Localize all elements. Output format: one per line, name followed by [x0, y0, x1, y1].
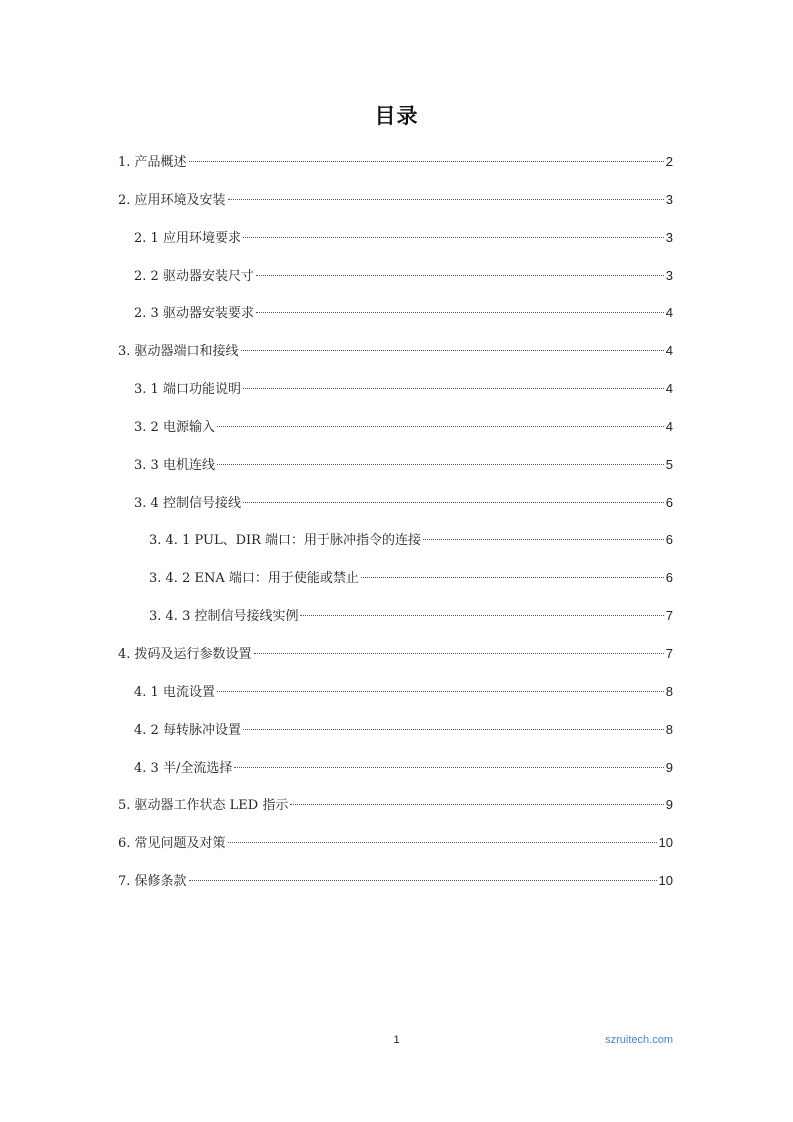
- toc-entry-label: 3. 2 电源输入: [134, 419, 215, 435]
- toc-entry[interactable]: [118, 597, 673, 635]
- toc-leader-dots: [290, 804, 663, 805]
- toc-entry-label: 4. 1 电流设置: [134, 684, 215, 700]
- toc-entry[interactable]: [118, 711, 673, 749]
- toc-entry-page: 4: [665, 305, 673, 321]
- toc-entry-label: 2. 1 应用环境要求: [134, 230, 241, 246]
- toc-leader-dots: [228, 842, 657, 843]
- toc-entry-page: 6: [665, 494, 673, 510]
- toc-entry-label: 6. 常见问题及对策: [118, 836, 226, 852]
- toc-entry[interactable]: [118, 862, 673, 900]
- toc-entry-page: 5: [665, 456, 673, 472]
- footer-website-link[interactable]: szruitech.com: [605, 1034, 673, 1046]
- toc-entry-page: 7: [665, 608, 673, 624]
- toc-entry-label: 2. 应用环境及安装: [118, 192, 226, 208]
- toc-leader-dots: [217, 691, 664, 692]
- toc-entry-label: 2. 3 驱动器安装要求: [134, 306, 254, 322]
- toc-leader-dots: [241, 350, 664, 351]
- toc-entry[interactable]: [118, 559, 673, 597]
- toc-entry-page: 6: [665, 570, 673, 586]
- toc-leader-dots: [228, 199, 664, 200]
- toc-entry-label: 5. 驱动器工作状态 LED 指示: [118, 798, 289, 814]
- toc-entry[interactable]: [118, 749, 673, 787]
- toc-entry-page: 9: [665, 759, 673, 775]
- toc-entry[interactable]: [118, 673, 673, 711]
- toc-leader-dots: [243, 729, 664, 730]
- toc-entry-label: 3. 4 控制信号接线: [134, 495, 241, 511]
- toc-entry-label: 3. 4. 3 控制信号接线实例: [149, 609, 299, 625]
- toc-entry[interactable]: [118, 635, 673, 673]
- toc-entry[interactable]: [118, 294, 673, 332]
- toc-entry-page: 4: [665, 418, 673, 434]
- toc-entry[interactable]: [118, 181, 673, 219]
- toc-entry-page: 7: [665, 645, 673, 661]
- toc-leader-dots: [256, 275, 664, 276]
- toc-entry-label: 3. 4. 2 ENA 端口：用于使能或禁止: [149, 571, 359, 587]
- toc-entry-label: 3. 1 端口功能说明: [134, 382, 241, 398]
- toc-leader-dots: [243, 237, 664, 238]
- toc-entry[interactable]: [118, 219, 673, 257]
- toc-entry-label: 1. 产品概述: [118, 155, 187, 170]
- toc-entry-page: 9: [665, 797, 673, 813]
- toc-entry-label: 4. 拨码及运行参数设置: [118, 646, 252, 662]
- toc-entry-page: 4: [665, 381, 673, 397]
- toc-entry-label: 4. 2 每转脉冲设置: [134, 722, 241, 738]
- toc-entry[interactable]: [118, 143, 673, 181]
- toc-entry-label: 3. 4. 1 PUL、DIR 端口：用于脉冲指令的连接: [149, 533, 422, 549]
- toc-entry-page: 3: [665, 229, 673, 245]
- toc-leader-dots: [243, 502, 664, 503]
- toc-leader-dots: [217, 464, 664, 465]
- toc-entry-page: 8: [665, 683, 673, 699]
- toc-leader-dots: [243, 388, 664, 389]
- toc-entry-page: 8: [665, 721, 673, 737]
- toc-leader-dots: [361, 577, 664, 578]
- toc-entry-page: 10: [658, 835, 673, 851]
- toc-entry[interactable]: [118, 257, 673, 295]
- toc-entry-page: 3: [665, 191, 673, 207]
- toc-entry-page: 2: [665, 154, 673, 169]
- toc-leader-dots: [189, 880, 657, 881]
- toc-entry-page: 6: [665, 532, 673, 548]
- toc-leader-dots: [234, 767, 663, 768]
- toc-entry-label: 4. 3 半/全流选择: [134, 760, 233, 776]
- toc-entry[interactable]: [118, 521, 673, 559]
- toc-entry[interactable]: [118, 484, 673, 522]
- page-title: 目录: [374, 104, 419, 128]
- toc-entry-page: 10: [658, 873, 673, 889]
- toc-entry-label: 3. 3 电机连线: [134, 457, 215, 473]
- toc-leader-dots: [300, 615, 663, 616]
- toc-entry[interactable]: [118, 370, 673, 408]
- toc-entry-label: 7. 保修条款: [118, 874, 187, 890]
- toc-entry[interactable]: [118, 824, 673, 862]
- toc-entry-page: 3: [665, 267, 673, 283]
- toc-leader-dots: [189, 161, 664, 162]
- toc-entry[interactable]: [118, 446, 673, 484]
- footer-page-number: 1: [393, 1034, 400, 1046]
- toc-entry-label: 3. 驱动器端口和接线: [118, 344, 239, 360]
- toc-leader-dots: [254, 653, 664, 654]
- toc-leader-dots: [256, 312, 664, 313]
- toc-entry-page: 4: [665, 343, 673, 359]
- toc-entry[interactable]: [118, 408, 673, 446]
- toc-entry[interactable]: [118, 332, 673, 370]
- toc-entry-label: 2. 2 驱动器安装尺寸: [134, 268, 254, 284]
- toc-entry[interactable]: [118, 786, 673, 824]
- toc-leader-dots: [217, 426, 664, 427]
- table-of-contents: [118, 143, 673, 900]
- toc-leader-dots: [423, 539, 664, 540]
